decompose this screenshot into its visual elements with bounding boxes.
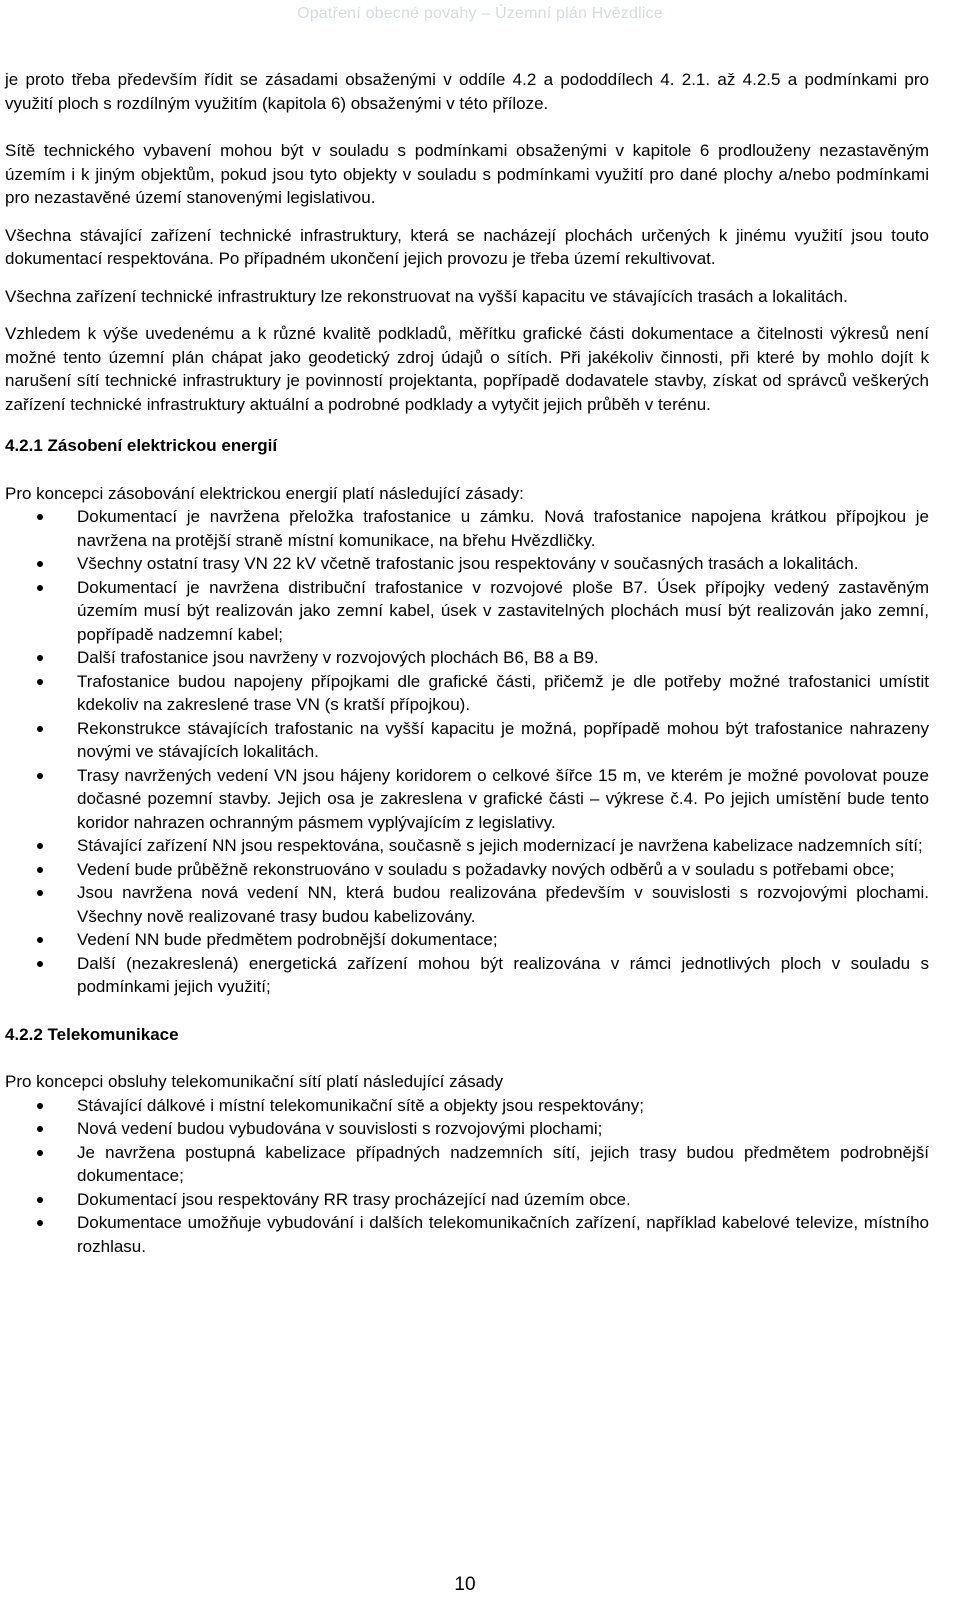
list-item <box>5 952 929 999</box>
list-item-text: Trasy navržených vedení VN jsou hájeny koridorem o celkové šířce 15 m, ve kterém je možné povolovat pouze dočasné pozemní stavby. Jejich osa je zakreslena v grafické části – výkrese č.4. Po jejich umístění bude tento koridor nahrazen ochranným pásmem vyplývajícím z legislativy. <box>77 765 929 832</box>
bullet-icon <box>37 773 43 779</box>
section-heading-electric: 4.2.1 Zásobení elektrickou energií <box>5 436 278 455</box>
bullet-icon <box>37 1150 43 1156</box>
list-item-text: Vedení NN bude předmětem podrobnější dokumentace; <box>77 930 498 949</box>
bullet-icon <box>37 867 43 873</box>
list-item-text: Dokumentací je navržena přeložka trafostanice u zámku. Nová trafostanice napojena krátkou přípojkou je navržena na protější straně místní komunikace, na břehu Hvězdličky. <box>77 507 929 550</box>
list-item <box>5 646 929 670</box>
list-item <box>5 881 929 928</box>
list-item <box>5 576 929 647</box>
list-item-text: Další trafostanice jsou navrženy v rozvojových plochách B6, B8 a B9. <box>77 648 599 667</box>
document-body <box>5 68 929 1258</box>
page-number: 10 <box>454 1574 476 1595</box>
list-item <box>5 858 929 882</box>
list-item <box>5 834 929 858</box>
paragraph-networks-extension: Sítě technického vybavení mohou být v souladu s podmínkami obsaženými v kapitole 6 prodlouženy nezastavěným územím i k jiným objektům, pokud jsou tyto objekty v souladu s podmínkami využití pro dané plochy a/nebo podmínkami pro nezastavěné území stanovenými legislativou. <box>5 141 929 207</box>
list-item <box>5 552 929 576</box>
page-header-title: Opatření obecné povahy – Územní plán Hvězdlice <box>297 5 663 22</box>
section-intro-electric: Pro koncepci zásobování elektrickou energií platí následující zásady: <box>5 483 524 503</box>
bullet-icon <box>37 1220 43 1226</box>
electric-principles-list <box>5 505 929 999</box>
list-item <box>5 717 929 764</box>
bullet-icon <box>37 655 43 661</box>
list-item-text: Dokumentací je navržena distribuční trafostanice v rozvojové ploše B7. Úsek přípojky vedený zastavěným územím musí být realizován jako zemní kabel, úsek v zastavitelných plochách musí být realizován jako zemní, popřípadě nadzemní kabel; <box>77 577 929 644</box>
list-item-text: Všechny ostatní trasy VN 22 kV včetně trafostanic jsou respektovány v současných trasách a lokalitách. <box>77 554 859 573</box>
bullet-icon <box>37 890 43 896</box>
paragraph-geodetic-disclaimer: Vzhledem k výše uvedenému a k různé kvalitě podkladů, měřítku grafické části dokumentace a čitelnosti výkresů není možné tento územní plán chápat jako geodetický zdroj údajů o sítích. Při jakékoliv činnosti, při které by mohlo dojít k narušení sítí technické infrastruktury je povinností projektanta, popřípadě dodavatele stavby, získat od správců veškerých zařízení technické infrastruktury aktuální a podrobné podklady a vytyčit jejich průběh v terénu. <box>5 324 929 414</box>
list-item-text: Je navržena postupná kabelizace případných nadzemních sítí, jejich trasy budou předmětem podrobnější dokumentace; <box>77 1142 929 1185</box>
bullet-icon <box>37 514 43 520</box>
list-item <box>5 928 929 952</box>
bullet-icon <box>37 679 43 685</box>
paragraph-intro-continuation: je proto třeba především řídit se zásadami obsaženými v oddíle 4.2 a pododdílech 4. 2.1. až 4.2.5 a podmínkami pro využití ploch s rozdílným využitím (kapitola 6) obsaženými v této příloze. <box>5 70 929 113</box>
list-item-text: Jsou navržena nová vedení NN, která budou realizována především v souvislosti s rozvojovými plochami. Všechny nově realizované trasy budou kabelizovány. <box>77 883 929 926</box>
list-item <box>5 1141 929 1188</box>
paragraph-reconstruction: Všechna zařízení technické infrastruktury lze rekonstruovat na vyšší kapacitu ve stávajících trasách a lokalitách. <box>5 286 848 306</box>
bullet-icon <box>37 1103 43 1109</box>
bullet-icon <box>37 961 43 967</box>
bullet-icon <box>37 1197 43 1203</box>
list-item <box>5 764 929 835</box>
list-item <box>5 1094 929 1118</box>
list-item-text: Další (nezakreslená) energetická zařízení mohou být realizována v rámci jednotlivých ploch v souladu s podmínkami jejich využití; <box>77 953 929 996</box>
list-item <box>5 670 929 717</box>
paragraph-existing-infrastructure: Všechna stávající zařízení technické infrastruktury, která se nacházejí plochách určených k jinému využití jsou touto dokumentací respektována. Po případném ukončení jejich provozu je třeba území rekultivovat. <box>5 225 929 268</box>
section-intro-telecom: Pro koncepci obsluhy telekomunikační sítí platí následující zásady <box>5 1072 503 1091</box>
list-item-text: Dokumentací jsou respektovány RR trasy procházející nad územím obce. <box>77 1189 631 1209</box>
bullet-icon <box>37 585 43 591</box>
telecom-principles-list <box>5 1094 929 1259</box>
list-item-text: Nová vedení budou vybudována v souvislosti s rozvojovými plochami; <box>77 1119 603 1138</box>
bullet-icon <box>37 1126 43 1132</box>
list-item-text: Trafostanice budou napojeny přípojkami dle grafické části, přičemž je dle potřeby možné trafostanici umístit kdekoliv na zakreslené trase VN (s kratší přípojkou). <box>77 671 929 714</box>
bullet-icon <box>37 561 43 567</box>
list-item-text: Stávající zařízení NN jsou respektována, současně s jejich modernizací je navržena kabelizace nadzemních sítí; <box>77 836 923 855</box>
list-item <box>5 505 929 552</box>
list-item-text: Dokumentace umožňuje vybudování i dalších telekomunikačních zařízení, například kabelové televize, místního rozhlasu. <box>77 1213 929 1256</box>
list-item <box>5 1188 929 1212</box>
bullet-icon <box>37 937 43 943</box>
list-item-text: Rekonstrukce stávajících trafostanic na vyšší kapacitu je možná, popřípadě mohou být trafostanice nahrazeny novými ve stávajících lokalitách. <box>77 718 929 761</box>
list-item <box>5 1211 929 1258</box>
section-heading-telecom: 4.2.2 Telekomunikace <box>5 1024 179 1044</box>
bullet-icon <box>37 843 43 849</box>
list-item-text: Stávající dálkové i místní telekomunikační sítě a objekty jsou respektovány; <box>77 1095 644 1115</box>
bullet-icon <box>37 726 43 732</box>
list-item <box>5 1117 929 1141</box>
list-item-text: Vedení bude průběžně rekonstruováno v souladu s požadavky nových odběrů a v souladu s potřebami obce; <box>77 859 895 879</box>
